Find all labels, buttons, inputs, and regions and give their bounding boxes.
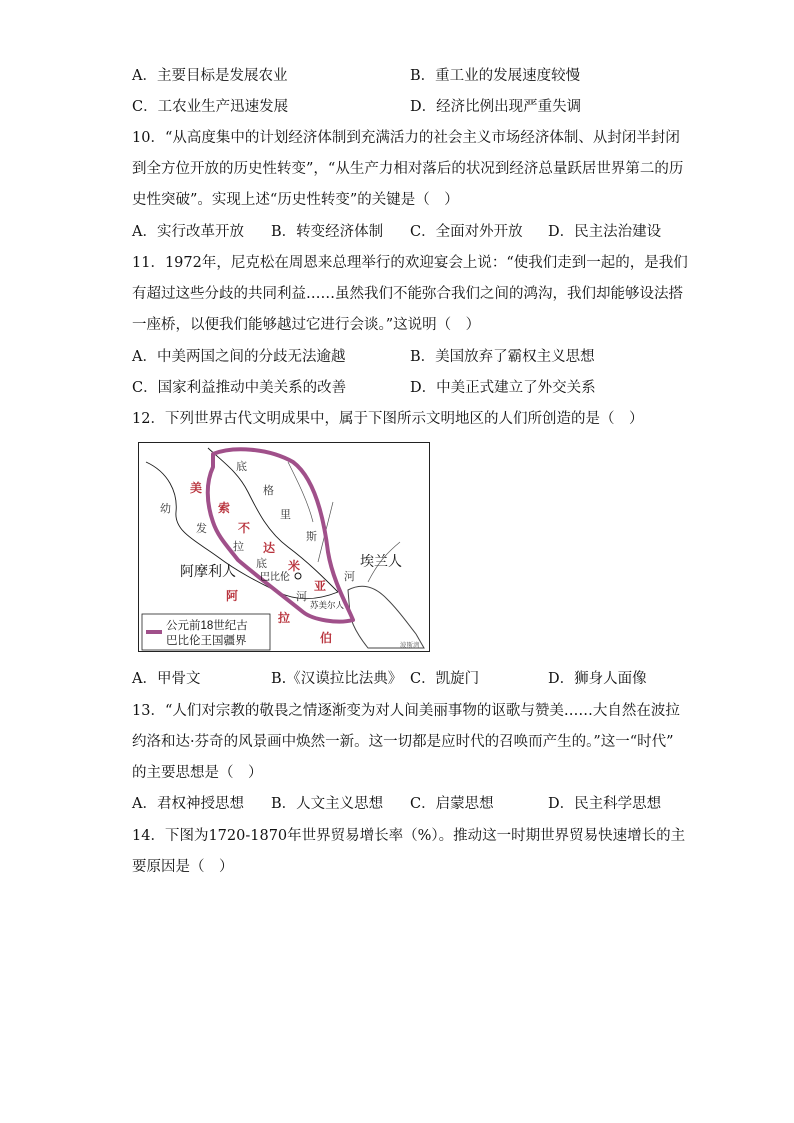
meso-char-6: 亚: [314, 579, 327, 593]
arab-char-3: 伯: [320, 631, 333, 645]
q13-stem-line-1: 13．“人们对宗教的敬畏之情逐渐变为对人间美丽事物的讴歌与赞美……大自然在波拉: [132, 703, 680, 719]
q13-stem-line-3: 的主要思想是（ ）: [132, 765, 263, 781]
euphrates-char-2: 发: [196, 522, 207, 535]
q10-option-b: B．转变经济体制: [271, 224, 384, 240]
q12-stem-line-1: 12．下列世界古代文明成果中，属于下图所示文明地区的人们所创造的是（ ）: [132, 411, 644, 427]
q11-stem-line-1: 11．1972年，尼克松在周恩来总理举行的欢迎宴会上说：“使我们走到一起的，是我们: [132, 255, 688, 271]
q10-option-d: D．民主法治建设: [548, 224, 662, 240]
tigris-char-5: 河: [344, 570, 355, 583]
q14-stem-line-1: 14．下图为1720-1870年世界贸易增长率（%）。推动这一时期世界贸易快速增长的主: [132, 828, 686, 844]
legend-label-1: 公元前18世纪古: [166, 620, 248, 632]
meso-char-4: 达: [263, 541, 276, 555]
persian-gulf-label: 波斯湾: [400, 641, 420, 649]
q13-option-b: B．人文主义思想: [271, 796, 384, 812]
euphrates-char-4: 底: [256, 557, 267, 570]
tigris-char-2: 格: [263, 484, 274, 497]
babylon-label: 巴比伦: [260, 572, 290, 583]
q12-option-c: C．凯旋门: [410, 671, 480, 687]
meso-char-2: 索: [218, 501, 231, 515]
q9-option-c: C．工农业生产迅速发展: [132, 99, 289, 115]
tigris-char-4: 斯: [306, 530, 317, 543]
elamite-label: 埃兰人: [360, 553, 402, 569]
q9-option-d: D．经济比例出现严重失调: [410, 99, 582, 115]
q11-option-c: C．国家利益推动中美关系的改善: [132, 380, 347, 396]
q10-option-c: C．全面对外开放: [410, 224, 523, 240]
euphrates-char-1: 幼: [160, 502, 171, 515]
q12-option-a: A．甲骨文: [132, 671, 201, 687]
q10-stem-line-1: 10．“从高度集中的计划经济体制到充满活力的社会主义市场经济体制、从封闭半封闭: [132, 130, 680, 146]
q9-option-b: B．重工业的发展速度较慢: [410, 68, 581, 84]
meso-char-1: 美: [190, 481, 203, 495]
meso-char-3: 不: [238, 521, 251, 535]
tigris-char-1: 底: [236, 460, 247, 473]
q11-stem-line-2: 有超过这些分歧的共同利益……虽然我们不能弥合我们之间的鸿沟，我们却能够设法搭: [132, 286, 683, 302]
q11-option-a: A．中美两国之间的分歧无法逾越: [132, 349, 346, 365]
euphrates-char-5: 河: [296, 590, 307, 603]
babylon-map-figure: [138, 442, 430, 652]
q13-stem-line-2: 约洛和达·芬奇的风景画中焕然一新。这一切都是应时代的召唤而产生的。”这一“时代”: [132, 734, 674, 750]
meso-char-5: 米: [288, 559, 301, 573]
q11-option-d: D．中美正式建立了外交关系: [410, 380, 596, 396]
q13-option-c: C．启蒙思想: [410, 796, 494, 812]
euphrates-char-3: 拉: [233, 540, 244, 553]
q12-option-b: B.《汉谟拉比法典》: [271, 671, 403, 687]
q10-stem-line-3: 史性突破”。实现上述“历史性转变”的关键是（ ）: [132, 192, 459, 208]
q11-stem-line-3: 一座桥，以便我们能够越过它进行会谈。”这说明（ ）: [132, 317, 481, 333]
arab-char-1: 阿: [226, 589, 239, 603]
q11-option-b: B．美国放弃了霸权主义思想: [410, 349, 595, 365]
q13-option-d: D．民主科学思想: [548, 796, 662, 812]
arab-char-2: 拉: [278, 611, 291, 625]
tigris-char-3: 里: [280, 508, 291, 521]
q10-stem-line-2: 到全方位开放的历史性转变”，“从生产力相对落后的状况到经济总量跃居世界第二的历: [132, 161, 684, 177]
q14-stem-line-2: 要原因是（ ）: [132, 859, 234, 875]
q9-option-a: A．主要目标是发展农业: [132, 68, 288, 84]
q10-option-a: A．实行改革开放: [132, 224, 244, 240]
legend-label-2: 巴比伦王国疆界: [166, 635, 247, 647]
sumer-label: 苏美尔人: [310, 601, 345, 611]
babylon-map: [138, 442, 430, 652]
q12-option-d: D．狮身人面像: [548, 671, 647, 687]
q13-option-a: A．君权神授思想: [132, 796, 244, 812]
amorite-label: 阿摩利人: [180, 563, 236, 579]
